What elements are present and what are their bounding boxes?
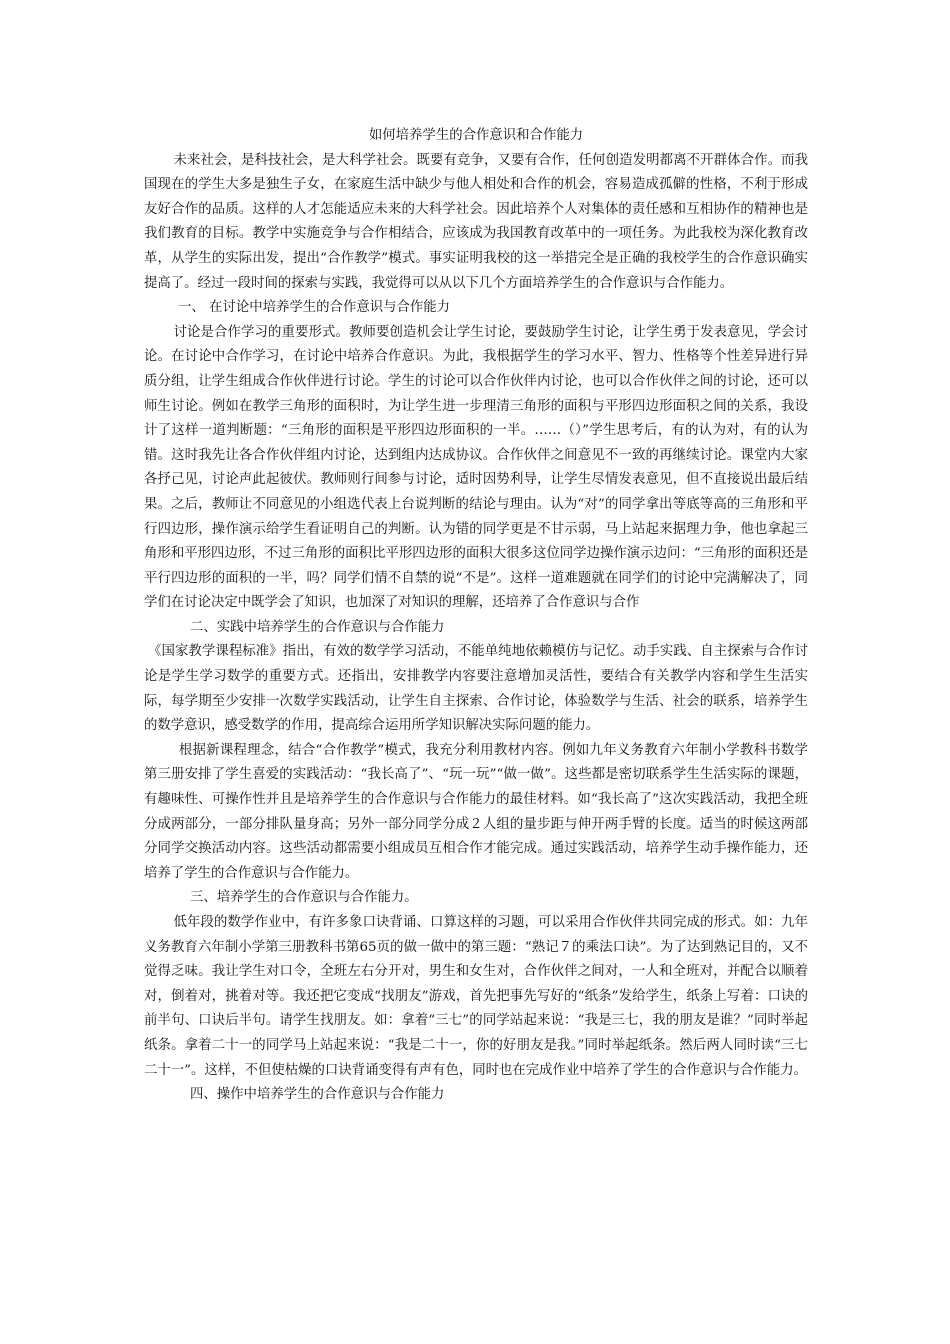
section-2-heading: 二、实践中培养学生的合作意识与合作能力	[190, 619, 445, 635]
section-1-heading: 一、 在讨论中培养学生的合作意识与合作能力	[178, 300, 451, 316]
intro-paragraph: 未来社会，是科技社会，是大科学社会。既要有竞争，又要有合作，任何创造发明都离不开群体合作。而我国现在的学生大多是独生子女，在家庭生活中缺少与他人相处和合作的机会，容易造成孤僻的性格，不利于形成友好合作的品质。这样的人才怎能适应未来的大科学社会。因此培养个人对集体的责任感和互相协作的精神也是我们教育的目标。教学中实施竞争与合作相结合，应该成为我国教育改革中的一项任务。为此我校为深化教育改革，从学生的实际出发，提出“合作教学”模式。事实证明我校的这一举措完全是正确的我校学生的合作意识确实提高了。经过一段时间的探索与实践，我觉得可以从以下几个方面培养学生的合作意识与合作能力。	[144, 152, 808, 291]
section-2-paragraph-1: 《国家教学课程标准》指出，有效的数学学习活动，不能单纯地依赖模仿与记忆。动手实践、自主探索与合作讨论是学生学习数学的重要方式。还指出，安排教学内容要注意增加灵活性，要结合有关教学内容和学生生活实际，每学期至少安排一次数学实践活动，让学生自主探索、合作讨论，体验数学与生活、社会的联系，培养学生的数学意识，感受数学的作用，提高综合运用所学知识解决实际问题的能力。	[144, 644, 808, 734]
section-4-heading: 四、操作中培养学生的合作意识与合作能力	[190, 1087, 445, 1103]
section-2-paragraph-2: 根据新课程理念，结合“合作教学”模式，我充分利用教材内容。例如九年义务教育六年制小学教科书数学第三册安排了学生喜爱的实践活动：“我长高了”、“玩一玩”“做一做”。这些都是密切联系学生生活实际的课题，有趣味性、可操作性并且是培养学生的合作意识与合作能力的最佳材料。如“我长高了”这次实践活动，我把全班分成两部分，一部分排队量身高；另外一部分同学分成２人组的量步距与伸开两手臂的长度。适当的时候这两部分同学交换活动内容。这些活动都需要小组成员互相合作才能完成。通过实践活动，培养学生动手操作能力，还培养了学生的合作意识与合作能力。	[144, 742, 808, 881]
document-page	[144, 124, 808, 1108]
section-1-paragraph: 讨论是合作学习的重要形式。教师要创造机会让学生讨论，要鼓励学生讨论，让学生勇于发表意见，学会讨论。在讨论中合作学习，在讨论中培养合作意识。为此，我根据学生的学习水平、智力、性格等个性差异进行异质分组，让学生组成合作伙伴进行讨论。学生的讨论可以合作伙伴内讨论，也可以合作伙伴之间的讨论，还可以师生讨论。例如在教学三角形的面积时，为让学生进一步理清三角形的面积与平形四边形面积之间的关系，我设计了这样一道判断题：“三角形的面积是平形四边形面积的一半。……（）”学生思考后，有的认为对，有的认为错。这时我先让各合作伙伴组内讨论，达到组内达成协议。合作伙伴之间意见不一致的再继续讨论。课堂内大家各抒己见，讨论声此起彼伏。教师则行间参与讨论，适时因势利导，让学生尽情发表意见，但不直接说出最后结果。之后，教师让不同意见的小组选代表上台说判断的结论与理由。认为“对”的同学拿出等底等高的三角形和平行四边形，操作演示给学生看证明自己的判断。认为错的同学更是不甘示弱，马上站起来据理力争，他也拿起三角形和平形四边形，不过三角形的面积比平形四边形的面积大很多这位同学边操作演示边问：“三角形的面积还是平行四边形的面积的一半，吗？同学们情不自禁的说“不是”。这样一道难题就在同学们的讨论中完满解决了，同学们在讨论决定中既学会了知识，也加深了对知识的理解，还培养了合作意识与合作	[144, 324, 808, 611]
section-3-paragraph: 低年段的数学作业中，有许多象口诀背诵、口算这样的习题，可以采用合作伙伴共同完成的形式。如：九年义务教育六年制小学第三册教科书第65页的做一做中的第三题：“熟记７的乘法口诀”。为了达到熟记目的，又不觉得乏味。我让学生对口令，全班左右分开对，男生和女生对，合作伙伴之间对，一人和全班对，并配合以顺着对，倒着对，挑着对等。我还把它变成“找朋友”游戏，首先把事先写好的“纸条”发给学生，纸条上写着：口诀的前半句、口诀后半句。请学生找朋友。如：拿着“三七”的同学站起来说：“我是三七，我的朋友是谁？”同时举起纸条。拿着二十一的同学马上站起来说：“我是二十一，你的好朋友是我。”同时举起纸条。然后两人同时读“三七二十一”。这样，不但使枯燥的口诀背诵变得有声有色，同时也在完成作业中培养了学生的合作意识与合作能力。	[144, 915, 808, 1078]
document-title: 如何培养学生的合作意识和合作能力	[368, 128, 584, 143]
section-3-heading: 三、培养学生的合作意识与合作能力。	[190, 890, 418, 906]
